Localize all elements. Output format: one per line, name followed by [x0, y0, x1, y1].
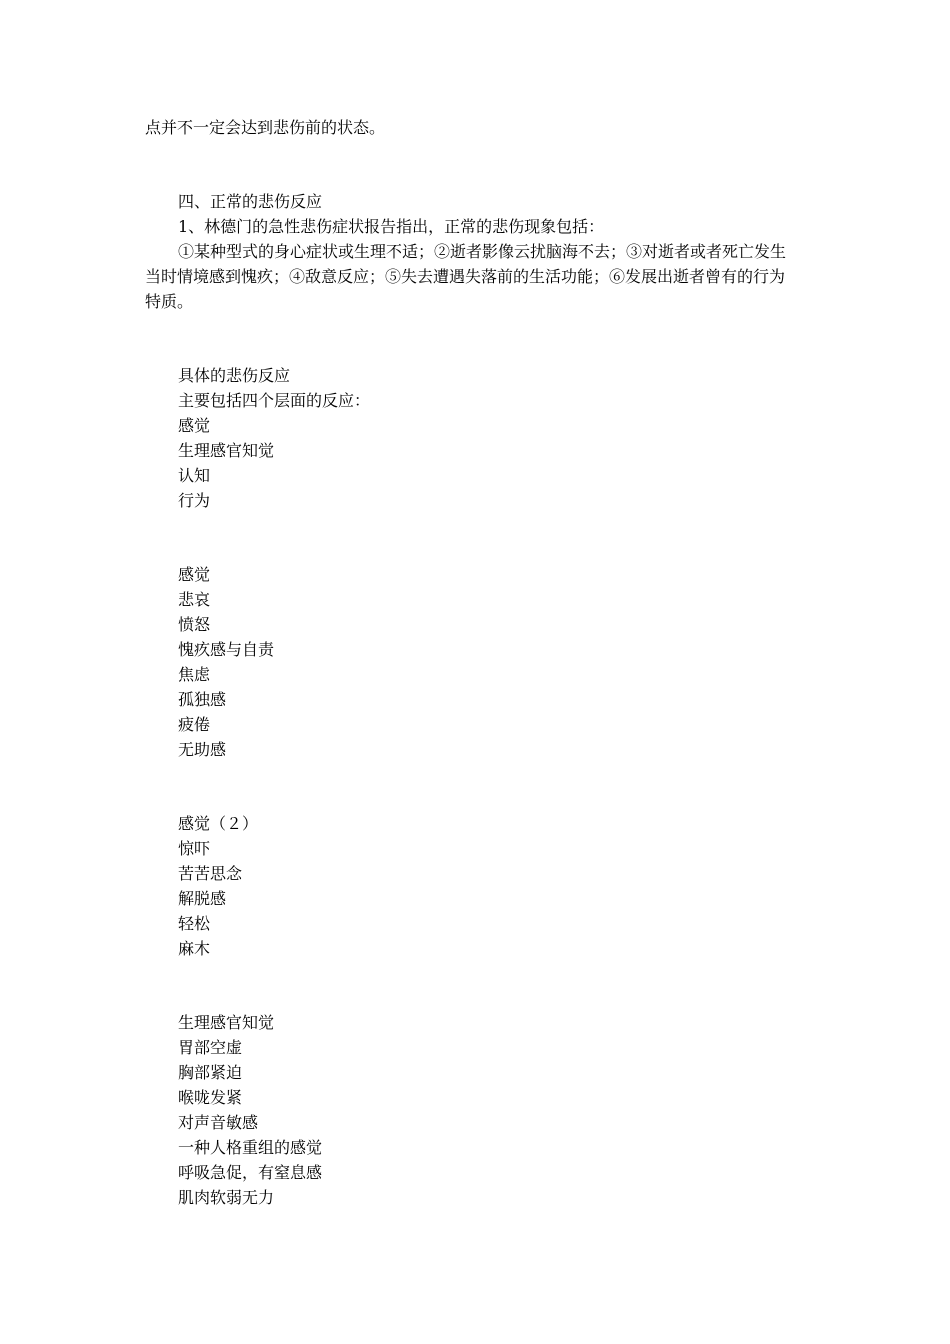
list-item: 呼吸急促，有窒息感	[178, 1163, 323, 1182]
list-item: 轻松	[178, 914, 211, 933]
list-item: 胃部空虚	[178, 1038, 243, 1057]
list-item: 愤怒	[178, 615, 211, 634]
subsection-title: 具体的悲伤反应	[178, 366, 291, 385]
list-item: 肌肉软弱无力	[178, 1188, 275, 1207]
continuation-text: 点并不一定会达到悲伤前的状态。	[145, 118, 386, 137]
list-item: 喉咙发紧	[178, 1088, 243, 1107]
list-item: 行为	[178, 491, 211, 510]
subsection-intro: 主要包括四个层面的反应：	[178, 391, 371, 410]
paragraph-line: ①某种型式的身心症状或生理不适；②逝者影像云扰脑海不去；③对逝者或者死亡发生	[178, 242, 787, 261]
list-item: 惊吓	[178, 839, 211, 858]
list-item: 焦虑	[178, 665, 211, 684]
list-item: 麻木	[178, 939, 211, 958]
list-item: 苦苦思念	[178, 864, 243, 883]
list-item: 孤独感	[178, 690, 227, 709]
list-item-1: 1、林德门的急性悲伤症状报告指出，正常的悲伤现象包括：	[178, 217, 605, 236]
section-heading: 四、正常的悲伤反应	[178, 192, 323, 211]
list-item: 对声音敏感	[178, 1113, 259, 1132]
subsection-title: 感觉（２）	[178, 814, 259, 833]
paragraph-line: 当时情境感到愧疚；④敌意反应；⑤失去遭遇失落前的生活功能；⑥发展出逝者曾有的行为	[145, 267, 786, 286]
list-item: 悲哀	[178, 590, 211, 609]
list-item: 无助感	[178, 740, 227, 759]
list-item: 愧疚感与自责	[178, 640, 275, 659]
list-item: 胸部紧迫	[178, 1063, 243, 1082]
paragraph-line: 特质。	[145, 292, 194, 311]
list-item: 解脱感	[178, 889, 227, 908]
subsection-title: 感觉	[178, 565, 211, 584]
list-item: 认知	[178, 466, 211, 485]
list-item: 生理感官知觉	[178, 441, 275, 460]
list-item: 一种人格重组的感觉	[178, 1138, 323, 1157]
subsection-title: 生理感官知觉	[178, 1013, 275, 1032]
list-item: 疲倦	[178, 715, 211, 734]
list-item: 感觉	[178, 416, 211, 435]
